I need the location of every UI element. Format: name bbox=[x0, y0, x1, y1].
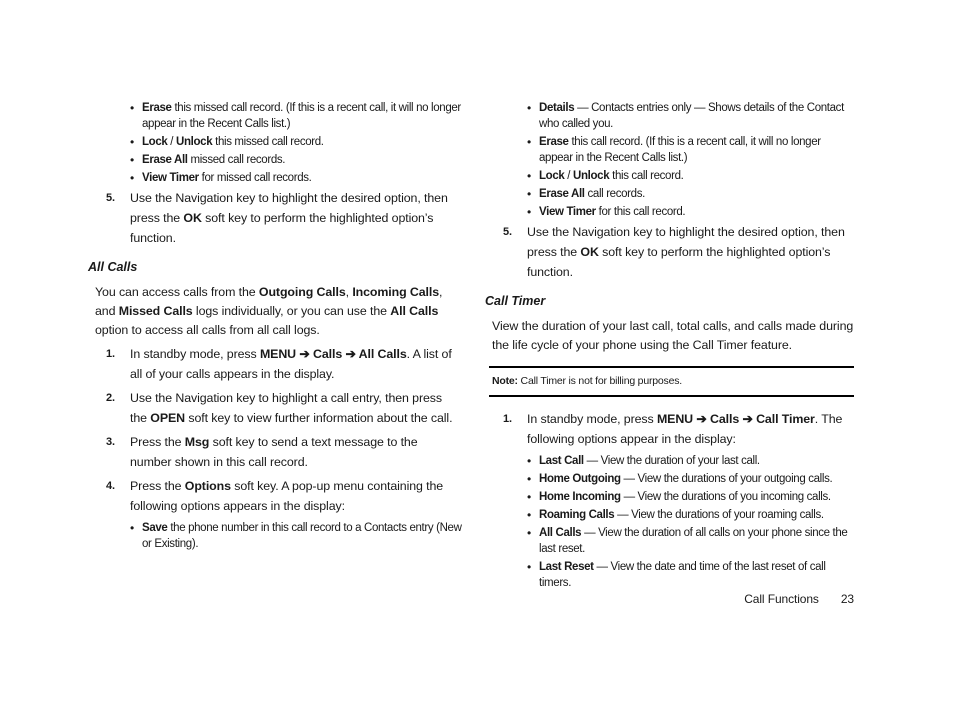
step-4: 4. Press the Options soft key. A pop-up menu containing the following options appears in the display: bbox=[106, 479, 444, 513]
list-item: • View Timer for this call record. bbox=[527, 204, 854, 220]
page-footer bbox=[700, 592, 854, 606]
list-item: • Last Call — View the duration of your last call. bbox=[527, 453, 854, 469]
list-item: • Details — Contacts entries only — Shows details of the Contact who called you. bbox=[527, 100, 854, 132]
list-item: • Home Outgoing — View the durations of your outgoing calls. bbox=[527, 471, 854, 487]
section-heading-all-calls: All Calls bbox=[88, 260, 138, 274]
section-heading-call-timer: Call Timer bbox=[485, 294, 546, 308]
step-3: 3. Press the Msg soft key to send a text message to the number shown in this call record. bbox=[106, 435, 418, 469]
call-record-options-list bbox=[130, 520, 462, 552]
list-item: • All Calls — View the duration of all calls on your phone since the last reset. bbox=[527, 525, 854, 557]
footer-section-title: Call Functions bbox=[744, 592, 819, 606]
call-timer-options-list bbox=[527, 453, 854, 591]
list-item: • Save the phone number in this call record to a Contacts entry (New or Existing). bbox=[130, 520, 462, 552]
all-calls-intro: You can access calls from the Outgoing Calls, Incoming Calls, and Missed Calls logs individually, or you can use the All Calls option to access all calls from all call logs. bbox=[95, 285, 443, 337]
right-column bbox=[485, 100, 854, 593]
list-item: • Erase All missed call records. bbox=[130, 152, 462, 168]
step-5: 5. Use the Navigation key to highlight the desired option, then press the OK soft key to perform the highlighted option’s function. bbox=[503, 225, 845, 279]
list-item: • Lock / Unlock this call record. bbox=[527, 168, 854, 184]
left-column bbox=[88, 100, 462, 554]
list-item: • Erase All call records. bbox=[527, 186, 854, 202]
missed-call-options-list bbox=[130, 100, 462, 186]
step-1: 1. In standby mode, press MENU ➔ Calls ➔ Call Timer. The following options appear in the display: bbox=[503, 412, 843, 446]
list-item: • Lock / Unlock this missed call record. bbox=[130, 134, 462, 150]
list-item: • View Timer for missed call records. bbox=[130, 170, 462, 186]
note-label: Note: bbox=[492, 375, 518, 387]
step-2: 2. Use the Navigation key to highlight a call entry, then press the OPEN soft key to view further information about the call. bbox=[106, 391, 453, 425]
step-5: 5. Use the Navigation key to highlight the desired option, then press the OK soft key to perform the highlighted option’s function. bbox=[106, 191, 448, 245]
call-record-options-list-continued bbox=[527, 100, 854, 220]
call-timer-intro: View the duration of your last call, total calls, and calls made during the life cycle of your phone using the Call Timer feature. bbox=[492, 319, 854, 352]
list-item: • Home Incoming — View the durations of you incoming calls. bbox=[527, 489, 854, 505]
list-item: • Erase this missed call record. (If this is a recent call, it will no longer appear in the Recent Calls list.) bbox=[130, 100, 462, 132]
step-1: 1. In standby mode, press MENU ➔ Calls ➔ All Calls. A list of all of your calls appears in the display. bbox=[106, 347, 452, 381]
list-item: • Last Reset — View the date and time of the last reset of call timers. bbox=[527, 559, 854, 591]
list-item: • Roaming Calls — View the durations of your roaming calls. bbox=[527, 507, 854, 523]
note-box: Note: Call Timer is not for billing purposes. bbox=[489, 366, 854, 397]
page-number: 23 bbox=[840, 592, 854, 606]
list-item: • Erase this call record. (If this is a recent call, it will no longer appear in the Recent Calls list.) bbox=[527, 134, 854, 166]
